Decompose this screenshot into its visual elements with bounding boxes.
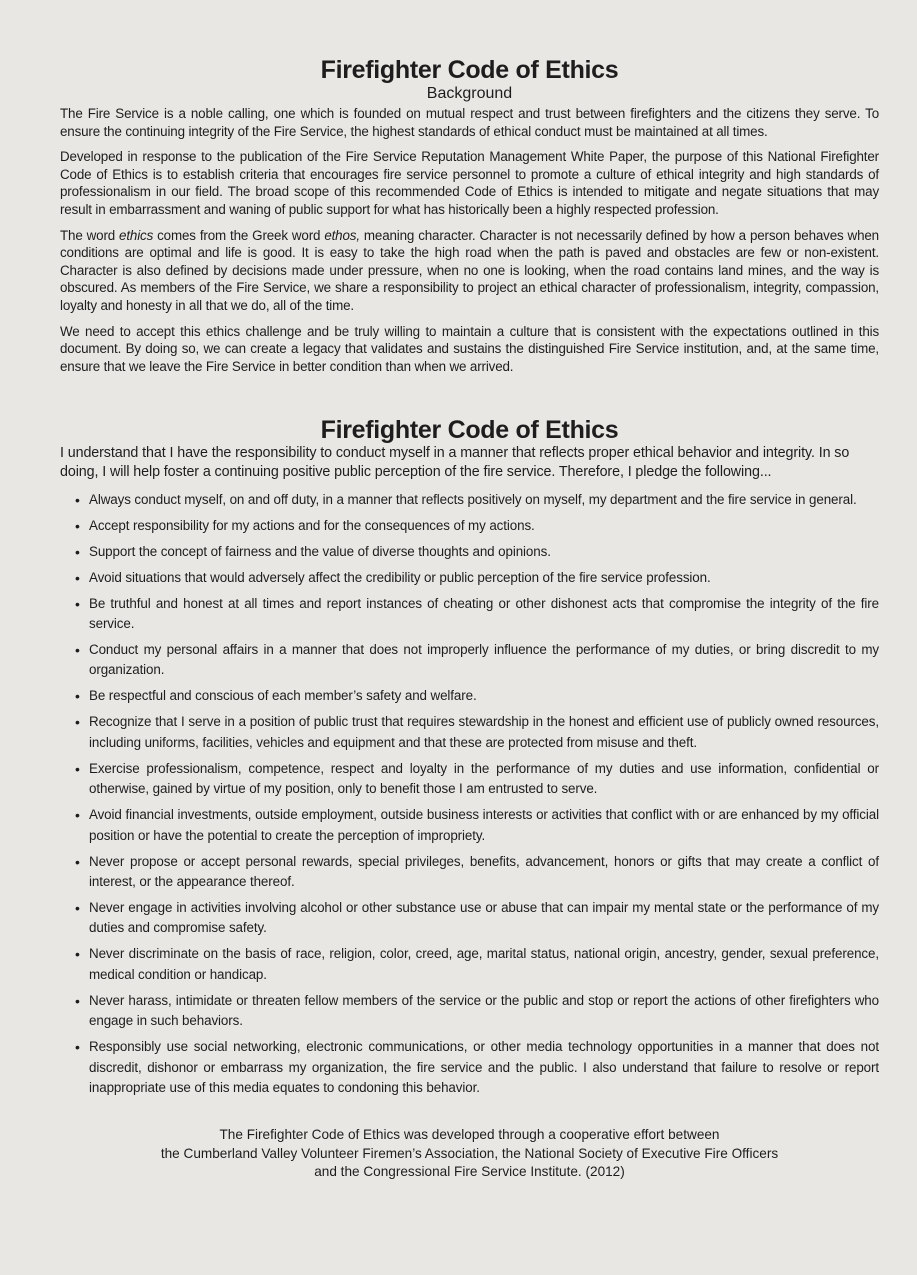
bullet-icon: • <box>75 491 80 508</box>
list-item <box>60 640 879 681</box>
background-section <box>60 0 879 375</box>
bullet-icon: • <box>75 517 80 534</box>
bullet-icon: • <box>75 899 80 916</box>
bullet-icon: • <box>75 992 80 1009</box>
credits-footer <box>60 1126 879 1181</box>
paragraph-3-mid: comes from the Greek word <box>153 227 325 243</box>
background-paragraph-1: The Fire Service is a noble calling, one which is founded on mutual respect and trust between firefighters and the citizens they serve. To ensure the continuing integrity of the Fire Service, the highest standards of ethical conduct must be maintained at all times. <box>60 106 879 139</box>
list-item-text: Never harass, intimidate or threaten fellow members of the service or the public and stop or report the actions of other firefighters who engage in such behaviors. <box>89 992 879 1029</box>
list-item-text: Avoid situations that would adversely affect the credibility or public perception of the fire service profession. <box>89 569 711 585</box>
bullet-icon: • <box>75 714 80 731</box>
list-item-text: Support the concept of fairness and the value of diverse thoughts and opinions. <box>89 543 551 559</box>
footer-line-3: and the Congressional Fire Service Institute. (2012) <box>314 1164 625 1180</box>
code-title: Firefighter Code of Ethics <box>320 416 619 445</box>
list-item-text: Conduct my personal affairs in a manner that does not improperly influence the performance of my duties, or bring discredit to my organization. <box>89 641 879 678</box>
list-item <box>60 594 879 635</box>
list-item-text: Accept responsibility for my actions and for the consequences of my actions. <box>89 517 535 533</box>
bullet-icon: • <box>75 569 80 586</box>
background-paragraph-4: We need to accept this ethics challenge and be truly willing to maintain a culture that is consistent with the expectations outlined in this document. By doing so, we can create a legacy that validates and sustains the distinguished Fire Service institution, and, at the same time, ensure that we leave the Fire Service in better condition than when we arrived. <box>60 323 879 374</box>
bullet-icon: • <box>75 853 80 870</box>
bullet-icon: • <box>75 595 80 612</box>
list-item <box>60 686 879 706</box>
bullet-icon: • <box>75 688 80 705</box>
list-item <box>60 516 879 536</box>
footer-line-2: the Cumberland Valley Volunteer Firemen’s Association, the National Society of Executive Fire Officers <box>160 1145 779 1161</box>
bullet-icon: • <box>75 760 80 777</box>
list-item <box>60 852 879 893</box>
list-item-text: Be respectful and conscious of each member’s safety and welfare. <box>89 688 477 704</box>
list-item <box>60 805 879 846</box>
list-item <box>60 1037 879 1098</box>
list-item <box>60 568 879 588</box>
bullet-icon: • <box>75 946 80 963</box>
list-item-text: Responsibly use social networking, electronic communications, or other media technology opportunities in a manner that does not discredit, dishonor or embarrass my organization, the fire service and the public. I also understand that failure to resolve or report inappropriate use of this media equates to condoning this behavior. <box>89 1039 879 1095</box>
list-item <box>60 944 879 985</box>
paragraph-3-prefix: The word <box>60 227 120 243</box>
background-title: Firefighter Code of Ethics <box>320 56 619 84</box>
list-item-text: Never discriminate on the basis of race, religion, color, creed, age, marital status, national origin, ancestry, gender, sexual preference, medical condition or handicap. <box>89 946 879 982</box>
list-item <box>60 712 879 753</box>
paragraph-3-word-ethics: ethics <box>119 227 154 243</box>
list-item-text: Avoid financial investments, outside employment, outside business interests or activities that conflict with or are enhanced by my official position or have the potential to create the perception of impropriety. <box>89 807 879 843</box>
list-item <box>60 542 879 562</box>
list-item-text: Be truthful and honest at all times and report instances of cheating or other dishonest acts that compromise the integrity of the fire service. <box>89 595 879 631</box>
list-item <box>60 898 879 939</box>
list-item-text: Always conduct myself, on and off duty, in a manner that reflects positively on myself, my department and the fire service in general. <box>89 491 857 507</box>
list-item <box>60 991 879 1032</box>
bullet-icon: • <box>75 641 80 658</box>
pledge-statement: I understand that I have the responsibility to conduct myself in a manner that reflects proper ethical behavior and integrity. In so doing, I will help foster a continuing positive public perception of the fire service. Therefore, I pledge the following... <box>60 445 850 480</box>
background-paragraph-3 <box>60 227 879 315</box>
list-item-text: Exercise professionalism, competence, respect and loyalty in the performance of my duties and use information, confidential or otherwise, gained by virtue of my position, only to benefit those I am entrusted to serve. <box>89 760 879 797</box>
list-item <box>60 759 879 800</box>
list-item-text: Never engage in activities involving alcohol or other substance use or abuse that can impair my mental state or the performance of my duties and compromise safety. <box>89 899 879 936</box>
bullet-icon: • <box>75 1039 80 1056</box>
background-paragraph-2: Developed in response to the publication of the Fire Service Reputation Management White Paper, the purpose of this National Firefighter Code of Ethics is to establish criteria that encourages fire service personnel to promote a culture of ethical integrity and high standards of professionalism in our field. The broad scope of this recommended Code of Ethics is intended to mitigate and negate situations that may result in embarrassment and waning of public support for what has historically been a highly respected profession. <box>60 149 879 217</box>
list-item-text: Never propose or accept personal rewards, special privileges, benefits, advancement, honors or gifts that may create a conflict of interest, or the appearance thereof. <box>89 853 879 889</box>
paragraph-3-word-ethos: ethos, <box>324 227 360 243</box>
bullet-icon: • <box>75 807 80 824</box>
background-subtitle: Background <box>426 85 513 102</box>
list-item <box>60 490 879 510</box>
pledge-list <box>60 490 879 1099</box>
footer-line-1: The Firefighter Code of Ethics was developed through a cooperative effort between <box>219 1127 720 1143</box>
paragraph-3-rest: meaning character. Character is not necessarily defined by how a person behaves when conditions are optimal and life is good. It is easy to take the high road when the path is paved and obstacles are few or non-existent. Character is also defined by decisions made under pressure, when no one is looking, when the road contains land mines, and the way is obscured. As members of the Fire Service, we share a responsibility to project an ethical character of professionalism, integrity, compassion, loyalty and honesty in all that we do, all of the time. <box>60 227 879 313</box>
code-section <box>60 416 879 1098</box>
list-item-text: Recognize that I serve in a position of public trust that requires stewardship in the honest and efficient use of publicly owned resources, including uniforms, facilities, vehicles and equipment and that these are protected from misuse and theft. <box>89 714 879 750</box>
bullet-icon: • <box>75 543 80 560</box>
